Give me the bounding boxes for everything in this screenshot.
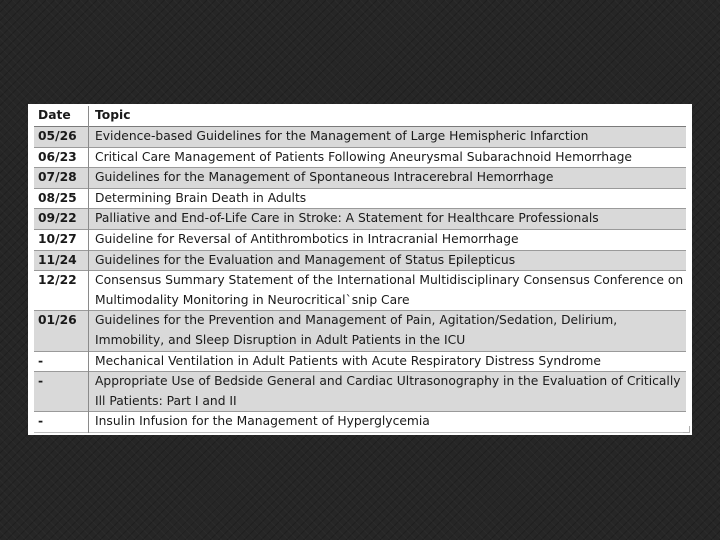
row-date: 07/28 (34, 168, 89, 189)
row-date: - (34, 372, 89, 412)
row-topic: Guideline for Reversal of Antithrombotics in Intracranial Hemorrhage (95, 231, 519, 246)
table-row (34, 168, 686, 189)
row-topic: Palliative and End-of-Life Care in Stroke: A Statement for Healthcare Professionals (89, 209, 687, 230)
table-row (34, 372, 686, 412)
row-topic: Insulin Infusion for the Management of Hyperglycemia (95, 414, 430, 429)
table-body (34, 127, 686, 433)
table-header-row (34, 106, 686, 127)
schedule-table (34, 106, 686, 433)
row-date: 06/23 (34, 147, 89, 168)
table-row (34, 147, 686, 168)
table-row (34, 127, 686, 148)
row-date: 10/27 (34, 229, 89, 250)
row-date: - (34, 412, 89, 433)
row-topic: Mechanical Ventilation in Adult Patients with Acute Respiratory Distress Syndrome (95, 353, 601, 368)
row-date: 11/24 (34, 250, 89, 271)
row-date: 12/22 (34, 271, 89, 311)
table-row (34, 271, 686, 311)
table-row (34, 412, 686, 433)
table-resize-handle-icon (683, 426, 690, 433)
table-row (34, 229, 686, 250)
date-column-header: Date (34, 106, 89, 127)
row-topic: Consensus Summary Statement of the International Multidisciplinary Consensus Conference on Multimodality Monitoring in Neurocritical`snip Care (95, 273, 684, 307)
row-date: 05/26 (34, 127, 89, 148)
row-topic: Evidence-based Guidelines for the Management of Large Hemispheric Infarction (89, 127, 687, 148)
table-row (34, 311, 686, 351)
row-topic: Guidelines for the Prevention and Management of Pain, Agitation/Sedation, Delirium, Immobility, and Sleep Disruption in Adult Patients in the ICU (89, 311, 687, 351)
row-date: 09/22 (34, 209, 89, 230)
row-date: 08/25 (34, 188, 89, 209)
row-topic: Determining Brain Death in Adults (95, 190, 307, 205)
row-topic: Appropriate Use of Bedside General and Cardiac Ultrasonography in the Evaluation of Critically Ill Patients: Part I and II (89, 372, 687, 412)
row-date: 01/26 (34, 311, 89, 351)
row-date: - (34, 351, 89, 372)
row-topic: Guidelines for the Management of Spontaneous Intracerebral Hemorrhage (89, 168, 687, 189)
table-row (34, 250, 686, 271)
row-topic: Guidelines for the Evaluation and Management of Status Epilepticus (89, 250, 687, 271)
table-row (34, 209, 686, 230)
table-row (34, 188, 686, 209)
table-row (34, 351, 686, 372)
row-topic: Critical Care Management of Patients Following Aneurysmal Subarachnoid Hemorrhage (95, 149, 632, 164)
schedule-table-sheet (28, 104, 692, 435)
topic-column-header: Topic (95, 108, 131, 122)
